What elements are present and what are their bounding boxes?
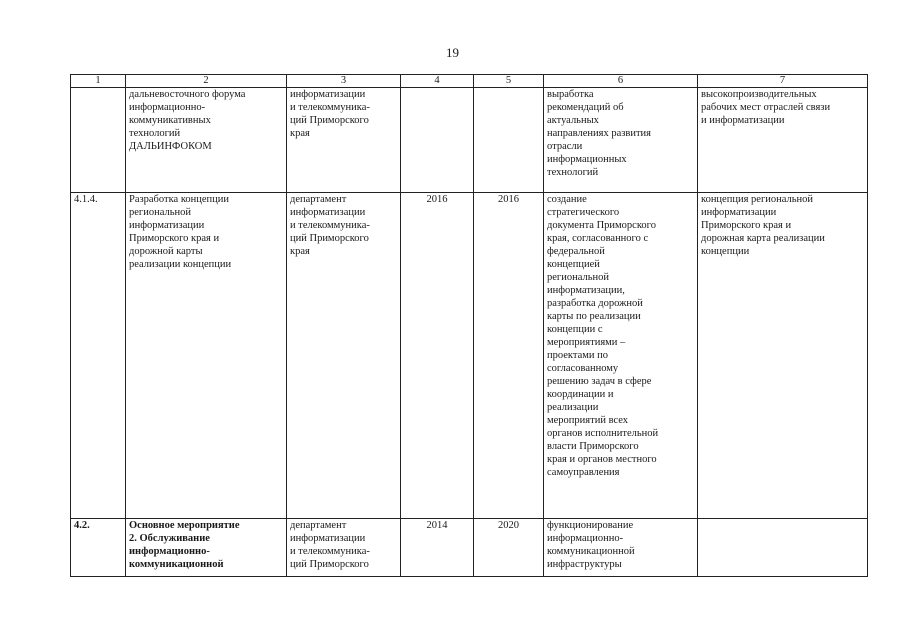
activity-name: Разработка концепции региональной информатизации Приморского края и дорожной карты реализации концепции xyxy=(129,194,232,270)
column-number: 3 xyxy=(287,75,401,88)
end-year: 2016 xyxy=(474,193,544,519)
effect: концепция региональной информатизации Приморского края и дорожная карта реализации концепции xyxy=(701,194,825,257)
start-year: 2016 xyxy=(401,193,474,519)
start-year xyxy=(401,88,474,193)
result: функционирование информационно- коммуникационной инфраструктуры xyxy=(547,520,635,570)
executor-cell xyxy=(287,88,401,193)
column-number: 2 xyxy=(126,75,287,88)
executor: департамент информатизации и телекоммуника- ций Приморского края xyxy=(290,194,370,257)
activity-name-cell xyxy=(126,193,287,519)
table-row xyxy=(71,519,868,577)
result: выработка рекомендаций об актуальных направлениях развития отрасли информационных технологий xyxy=(547,89,652,178)
row-number: 4.2. xyxy=(71,519,126,577)
executor-cell xyxy=(287,519,401,577)
effect: высокопроизводительных рабочих мест отраслей связи и информатизации xyxy=(701,89,831,126)
effect-cell xyxy=(698,193,868,519)
executor-cell xyxy=(287,193,401,519)
column-number: 4 xyxy=(401,75,474,88)
result-cell xyxy=(544,193,698,519)
end-year xyxy=(474,88,544,193)
table-row xyxy=(71,193,868,519)
column-number: 6 xyxy=(544,75,698,88)
result: создание стратегического документа Приморского края, согласованного с федеральной концепцией региональной информатизации, разработка дорожной карты по реализации концепции с мероприятиями – проектами по согласованному решению задач в сфере координации и реализации мероприятий всех органов исполнительной власти Приморского края и органов местного самоуправления xyxy=(547,194,659,478)
program-table xyxy=(70,74,868,577)
column-number: 7 xyxy=(698,75,868,88)
row-number: 4.1.4. xyxy=(71,193,126,519)
activity-name-cell xyxy=(126,88,287,193)
activity-name: Основное мероприятие 2. Обслуживание информационно- коммуникационной xyxy=(129,520,240,570)
effect-cell xyxy=(698,519,868,577)
column-number-row xyxy=(71,75,868,88)
result-cell xyxy=(544,519,698,577)
column-number: 1 xyxy=(71,75,126,88)
page-number: 19 xyxy=(446,45,459,60)
column-number: 5 xyxy=(474,75,544,88)
table-row xyxy=(71,88,868,193)
executor: информатизации и телекоммуника- ций Приморского края xyxy=(290,89,370,139)
end-year: 2020 xyxy=(474,519,544,577)
activity-name-cell xyxy=(126,519,287,577)
activity-name: дальневосточного форума информационно- коммуникативных технологий ДАЛЬИНФОКОМ xyxy=(129,89,246,152)
effect-cell xyxy=(698,88,868,193)
result-cell xyxy=(544,88,698,193)
start-year: 2014 xyxy=(401,519,474,577)
executor: департамент информатизации и телекоммуника- ций Приморского xyxy=(290,520,370,570)
row-number xyxy=(71,88,126,193)
